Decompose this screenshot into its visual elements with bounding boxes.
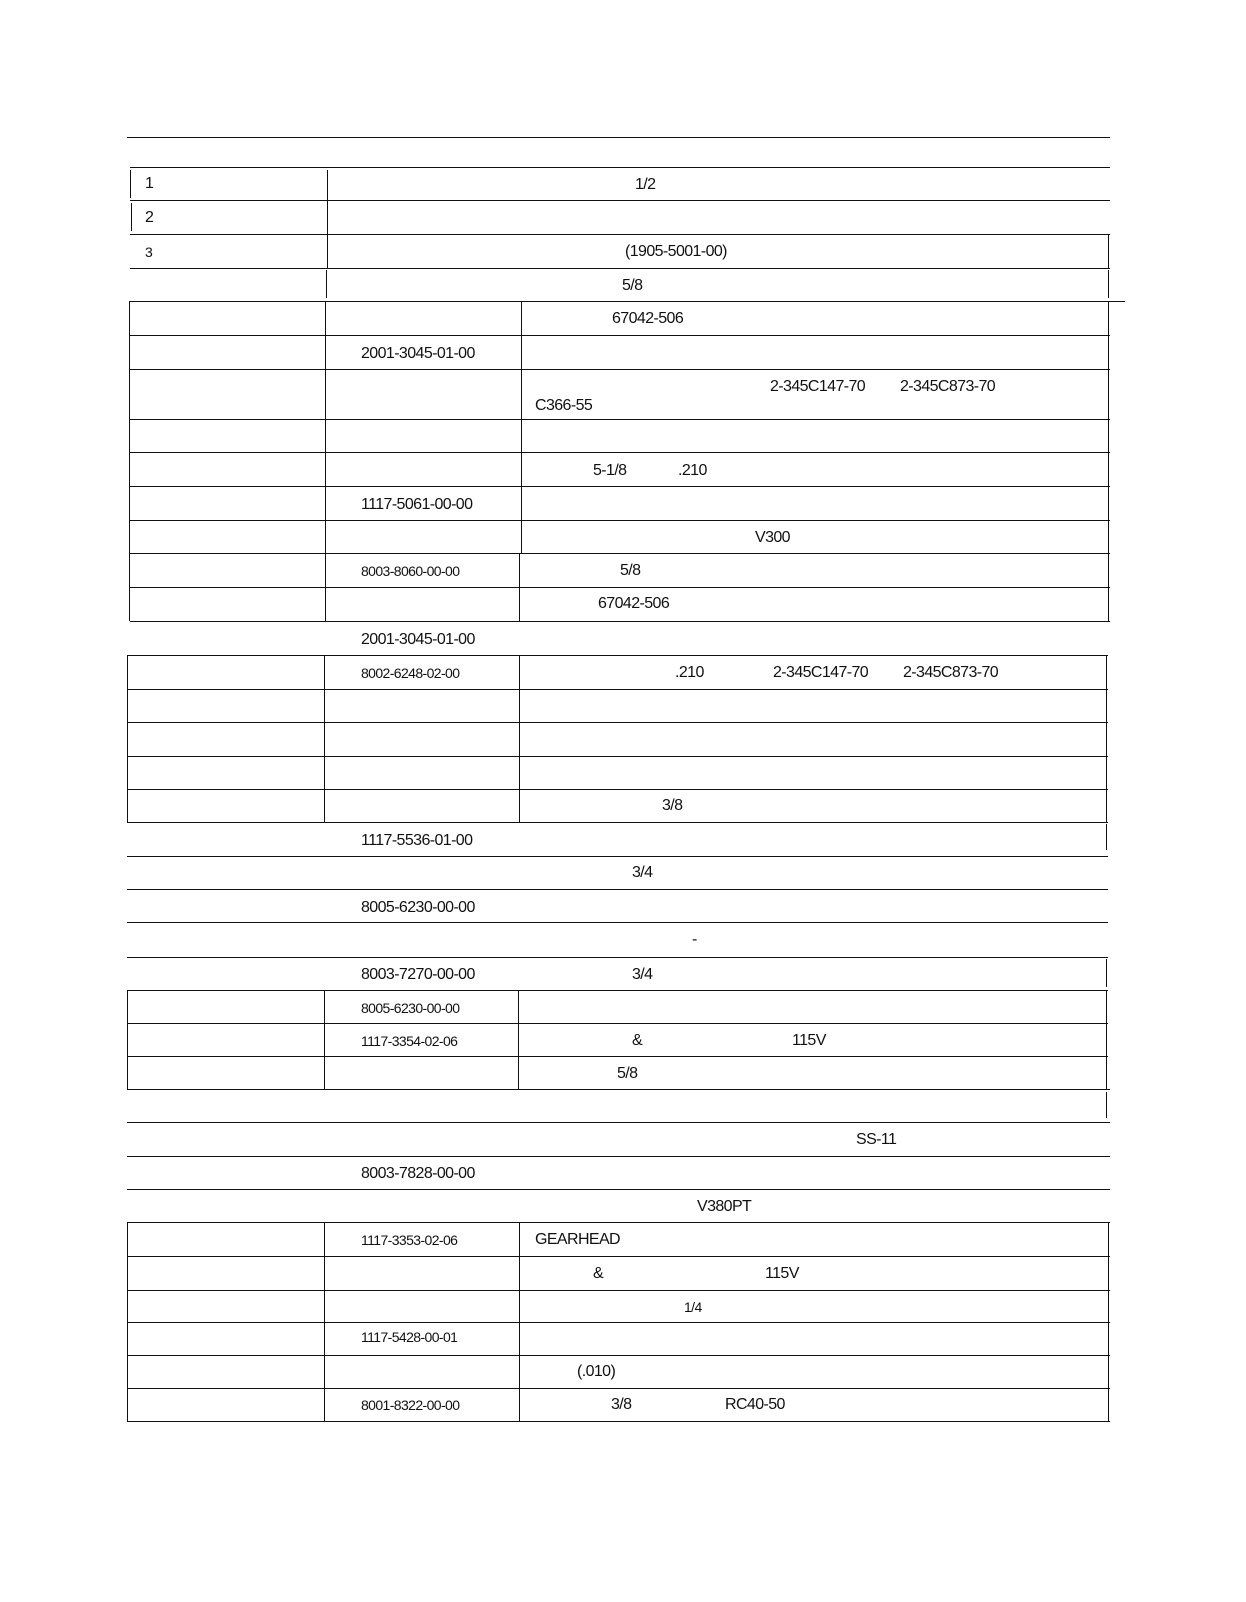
row-line xyxy=(127,822,1108,823)
column-line xyxy=(1106,655,1107,822)
row-line xyxy=(127,689,1108,690)
item-number: 1 xyxy=(145,175,154,192)
description-text: 67042-506 xyxy=(598,595,670,612)
description-text: .210 xyxy=(675,664,704,681)
column-line xyxy=(1106,824,1107,850)
part-number: 2001-3045-01-00 xyxy=(361,345,475,362)
row-line xyxy=(127,990,1108,991)
description-text: GEARHEAD xyxy=(535,1231,620,1248)
row-line xyxy=(130,520,1110,521)
part-number: 1117-3354-02-06 xyxy=(361,1033,458,1049)
description-text: 3/4 xyxy=(632,864,653,881)
row-line xyxy=(127,1421,1110,1422)
description-text: 2-345C873-70 xyxy=(903,664,999,681)
description-text: 5/8 xyxy=(622,277,643,294)
row-line xyxy=(127,856,1108,857)
row-line xyxy=(130,621,1110,622)
row-line xyxy=(127,756,1108,757)
description-text: 2-345C147-70 xyxy=(773,664,869,681)
column-line xyxy=(519,655,520,822)
part-number: 1117-5061-00-00 xyxy=(361,496,473,513)
row-line xyxy=(127,1189,1110,1190)
row-line xyxy=(130,419,1110,420)
row-line xyxy=(127,1355,1110,1356)
row-line xyxy=(130,486,1110,487)
column-line xyxy=(1108,234,1109,268)
row-line xyxy=(130,553,1110,554)
description-text: 2-345C873-70 xyxy=(900,378,996,395)
row-line xyxy=(127,1156,1110,1157)
part-number: 8005-6230-00-00 xyxy=(361,1000,460,1016)
column-line xyxy=(326,270,327,298)
description-text: 3/8 xyxy=(611,1396,632,1413)
column-line xyxy=(127,655,128,822)
column-line xyxy=(324,655,325,822)
row-line xyxy=(127,1089,1110,1090)
row-line xyxy=(127,1056,1108,1057)
description-text: 2-345C147-70 xyxy=(770,378,866,395)
row-line xyxy=(127,722,1108,723)
column-line xyxy=(129,301,130,621)
part-number: 8003-7828-00-00 xyxy=(361,1165,475,1182)
column-line xyxy=(519,1222,520,1421)
description-text: 115V xyxy=(765,1265,799,1282)
description-text: .210 xyxy=(678,462,707,479)
part-number: 8003-8060-00-00 xyxy=(361,563,460,579)
description-text: (.010) xyxy=(577,1363,616,1380)
part-number: 1117-5536-01-00 xyxy=(361,832,473,849)
description-text: 115V xyxy=(792,1032,826,1049)
description-text: V300 xyxy=(755,529,790,546)
row-line xyxy=(127,1222,1110,1223)
description-text: V380PT xyxy=(697,1198,752,1215)
row-line xyxy=(127,1023,1108,1024)
description-text: 5-1/8 xyxy=(593,462,627,479)
description-text: RC40-50 xyxy=(725,1396,785,1413)
row-line xyxy=(130,301,1125,302)
row-line xyxy=(127,922,1108,923)
description-text: 67042-506 xyxy=(612,310,684,327)
row-line xyxy=(127,957,1108,958)
row-line xyxy=(127,889,1108,890)
description-text: - xyxy=(692,931,697,948)
row-line xyxy=(130,167,1110,168)
row-line xyxy=(127,789,1108,790)
row-line xyxy=(130,200,1110,201)
column-line xyxy=(324,990,325,1089)
column-line xyxy=(130,170,131,198)
column-line xyxy=(127,990,128,1089)
description-text: (1905-5001-00) xyxy=(625,243,727,260)
row-line xyxy=(127,1290,1110,1291)
row-line xyxy=(127,1256,1110,1257)
description-text: & xyxy=(632,1032,643,1049)
row-line xyxy=(127,1322,1110,1323)
part-number: 8003-7270-00-00 xyxy=(361,966,475,983)
column-line xyxy=(1108,270,1109,298)
description-text: 3/4 xyxy=(632,966,653,983)
description-text: C366-55 xyxy=(535,397,593,414)
row-line xyxy=(127,655,1108,656)
description-text: SS-11 xyxy=(856,1131,897,1148)
description-text: 3/8 xyxy=(662,797,683,814)
part-number: 8001-8322-00-00 xyxy=(361,1397,460,1413)
part-number: 8002-6248-02-00 xyxy=(361,665,460,681)
part-number: 1117-3353-02-06 xyxy=(361,1232,458,1248)
row-line xyxy=(127,1122,1110,1123)
row-line xyxy=(130,268,1110,269)
description-text: 5/8 xyxy=(617,1065,638,1082)
description-text: & xyxy=(593,1265,604,1282)
row-line xyxy=(130,369,1110,370)
row-line xyxy=(130,335,1110,336)
column-line xyxy=(1108,301,1109,621)
column-line xyxy=(127,1222,128,1421)
top-rule xyxy=(127,137,1110,138)
description-text: 1/4 xyxy=(684,1299,702,1315)
column-line xyxy=(519,553,520,621)
column-line xyxy=(324,1222,325,1421)
column-line xyxy=(1108,1222,1109,1421)
column-line xyxy=(518,990,519,1089)
column-line xyxy=(131,203,132,231)
item-number: 2 xyxy=(145,209,154,226)
item-number: 3 xyxy=(145,244,153,260)
part-number: 8005-6230-00-00 xyxy=(361,899,475,916)
description-text: 5/8 xyxy=(620,562,641,579)
column-line xyxy=(1106,990,1107,1089)
column-line xyxy=(327,170,328,268)
row-line xyxy=(130,234,1110,235)
column-line xyxy=(1106,1092,1107,1118)
part-number: 2001-3045-01-00 xyxy=(361,631,475,648)
column-line xyxy=(325,301,326,621)
column-line xyxy=(521,301,522,553)
description-text: 1/2 xyxy=(635,176,656,193)
column-line xyxy=(1106,959,1107,987)
row-line xyxy=(130,587,1110,588)
part-number: 1117-5428-00-01 xyxy=(361,1329,458,1345)
row-line xyxy=(127,1388,1110,1389)
row-line xyxy=(130,452,1110,453)
